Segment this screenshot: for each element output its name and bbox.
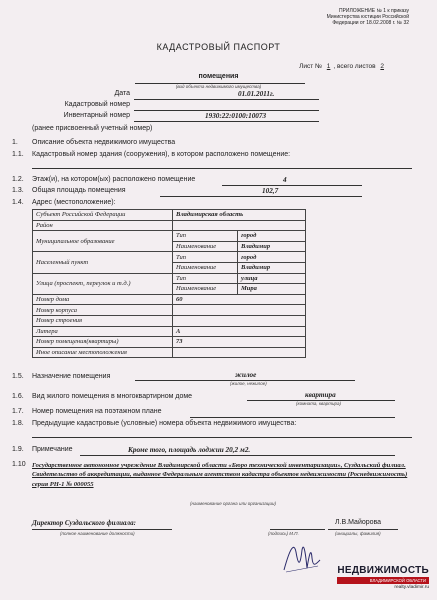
address-row: [33, 337, 306, 348]
cadastral-number-label: Кадастровый номер: [64, 101, 130, 108]
director-label: Директор Суздальского филиала:: [32, 519, 136, 527]
sheet-number: 1: [326, 63, 331, 70]
floor-value: 4: [283, 176, 287, 184]
address-row: [33, 231, 306, 242]
director-name: Л.В.Майорова: [335, 519, 382, 526]
signature-image: [280, 538, 322, 578]
address-field-label: Номер дома: [33, 294, 173, 305]
address-field-value: [173, 347, 306, 358]
address-field-value: А: [173, 326, 306, 337]
order-line-3: Федерации от 18.02.2008 г. № 32: [332, 20, 409, 26]
address-row: [33, 210, 306, 221]
address-field-label: Номер помещения(квартиры): [33, 337, 173, 348]
organization-text: Государственное автономное учреждение Владимирской области «Бюро технической инвентаризации», Суздальский филиал. Свидетельство об аккредитации, выданное Федеральным агентством кадастра объектов недвижимости (Роснедвижимость) серия РН-1 № 000055: [32, 462, 408, 488]
dwelling-type-value: квартира: [305, 391, 336, 399]
address-field-value: [173, 220, 306, 231]
position-caption: (полное наименование должности): [60, 531, 135, 536]
address-row: [33, 294, 306, 305]
object-type: помещения: [198, 73, 239, 80]
order-reference: [327, 8, 409, 26]
inventory-number-label: Инвентарный номер: [63, 112, 130, 119]
section-1-2-number: 1.2.: [12, 176, 24, 183]
address-subfield-label: Тип: [173, 273, 238, 284]
section-1-6-number: 1.6.: [12, 393, 24, 400]
section-1-7-number: 1.7.: [12, 408, 24, 415]
document-title: КАДАСТРОВЫЙ ПАСПОРТ: [156, 42, 281, 52]
address-field-value: [173, 305, 306, 316]
address-field-label: Населенный пункт: [33, 252, 173, 273]
order-line-1: ПРИЛОЖЕНИЕ № 1 к приказу: [338, 8, 409, 14]
sheet-label: Лист №: [299, 63, 322, 70]
section-1-number: 1.: [12, 139, 18, 146]
address-table: [32, 209, 306, 358]
address-field-value: Владимир: [238, 262, 306, 273]
address-subfield-label: Тип: [173, 231, 238, 242]
address-field-value: город: [238, 252, 306, 263]
section-1-1-number: 1.1.: [12, 151, 24, 158]
logo-brand: НЕДВИЖИМОСТЬ: [337, 565, 429, 576]
address-row: [33, 315, 306, 326]
address-subfield-label: Наименование: [173, 262, 238, 273]
section-1-9-number: 1.9.: [12, 446, 24, 453]
address-field-label: Улица (проспект, переулок и т.д.): [33, 273, 173, 294]
address-row: [33, 273, 306, 284]
sheet-counter: [299, 63, 387, 70]
logo-url: realty.vladimir.ru: [394, 585, 429, 590]
organization-caption: (наименование органа или организации): [190, 501, 277, 506]
section-1-8-text: Предыдущие кадастровые (условные) номера объекта недвижимого имущества:: [32, 420, 297, 427]
address-field-value: улица: [238, 273, 306, 284]
address-subfield-label: Тип: [173, 252, 238, 263]
address-field-value: Владимир: [238, 241, 306, 252]
section-1-text: Описание объекта недвижимого имущества: [32, 139, 176, 146]
address-field-value: город: [238, 231, 306, 242]
date-value: 01.01.2011г.: [238, 90, 275, 98]
section-1-2-text: Этаж(и), на котором(ых) расположено помещение: [32, 176, 196, 183]
address-field-label: Муниципальное образование: [33, 231, 173, 252]
address-row: [33, 220, 306, 231]
address-row: [33, 326, 306, 337]
note-label: Примечание: [32, 446, 73, 453]
realty-logo: [337, 565, 429, 590]
section-1-10-number: 1.10: [12, 461, 26, 468]
address-field-label: Иное описание местоположения: [33, 347, 173, 358]
address-field-value: 60: [173, 294, 306, 305]
address-field-label: Номер строения: [33, 315, 173, 326]
order-line-2: Министерства юстиции Российской: [326, 14, 409, 20]
name-caption: (инициалы, фамилия): [335, 531, 381, 536]
address-field-label: Район: [33, 220, 173, 231]
dwelling-type-caption: (комната, квартира): [296, 401, 342, 406]
inventory-number-value: 1930:22:0100:10073: [205, 112, 267, 120]
section-1-1-text: Кадастровый номер здания (сооружения), в котором расположено помещение:: [32, 151, 291, 158]
logo-tagline: ВЛАДИМИРСКОЙ ОБЛАСТИ: [337, 577, 429, 584]
address-field-label: Номер корпуса: [33, 305, 173, 316]
section-1-5-text: Назначение помещения: [32, 373, 111, 380]
section-1-7-text: Номер помещения на поэтажном плане: [32, 408, 162, 415]
address-field-value: Мира: [238, 284, 306, 295]
address-row: [33, 347, 306, 358]
sheet-total: 2: [380, 63, 384, 70]
section-1-4-text: Адрес (местоположение):: [32, 199, 116, 206]
signature-caption: (подпись) М.П.: [268, 531, 299, 536]
object-type-caption: (вид объекта недвижимого имущества): [175, 84, 262, 89]
address-field-value: Владимирская область: [173, 210, 306, 221]
area-value: 102,7: [262, 187, 279, 195]
sheet-of-label: , всего листов: [333, 63, 376, 70]
address-field-value: 73: [173, 337, 306, 348]
section-1-5-number: 1.5.: [12, 373, 24, 380]
address-field-label: Субъект Российской Федерации: [33, 210, 173, 221]
address-field-value: [173, 315, 306, 326]
section-1-8-number: 1.8.: [12, 420, 24, 427]
note-value: Кроме того, площадь лоджии 20,2 м2.: [128, 446, 251, 454]
address-subfield-label: Наименование: [173, 284, 238, 295]
address-row: [33, 252, 306, 263]
section-1-4-number: 1.4.: [12, 199, 24, 206]
address-field-label: Литера: [33, 326, 173, 337]
section-1-6-text: Вид жилого помещения в многоквартирном доме: [32, 393, 193, 400]
section-1-3-text: Общая площадь помещения: [32, 187, 126, 194]
address-subfield-label: Наименование: [173, 241, 238, 252]
section-1-3-number: 1.3.: [12, 187, 24, 194]
address-row: [33, 305, 306, 316]
purpose-caption: (жилое, нежилое): [230, 381, 267, 386]
previous-number-label: (ранее присвоенный учетный номер): [32, 125, 153, 132]
date-label: Дата: [114, 90, 130, 97]
purpose-value: жилое: [235, 371, 257, 379]
